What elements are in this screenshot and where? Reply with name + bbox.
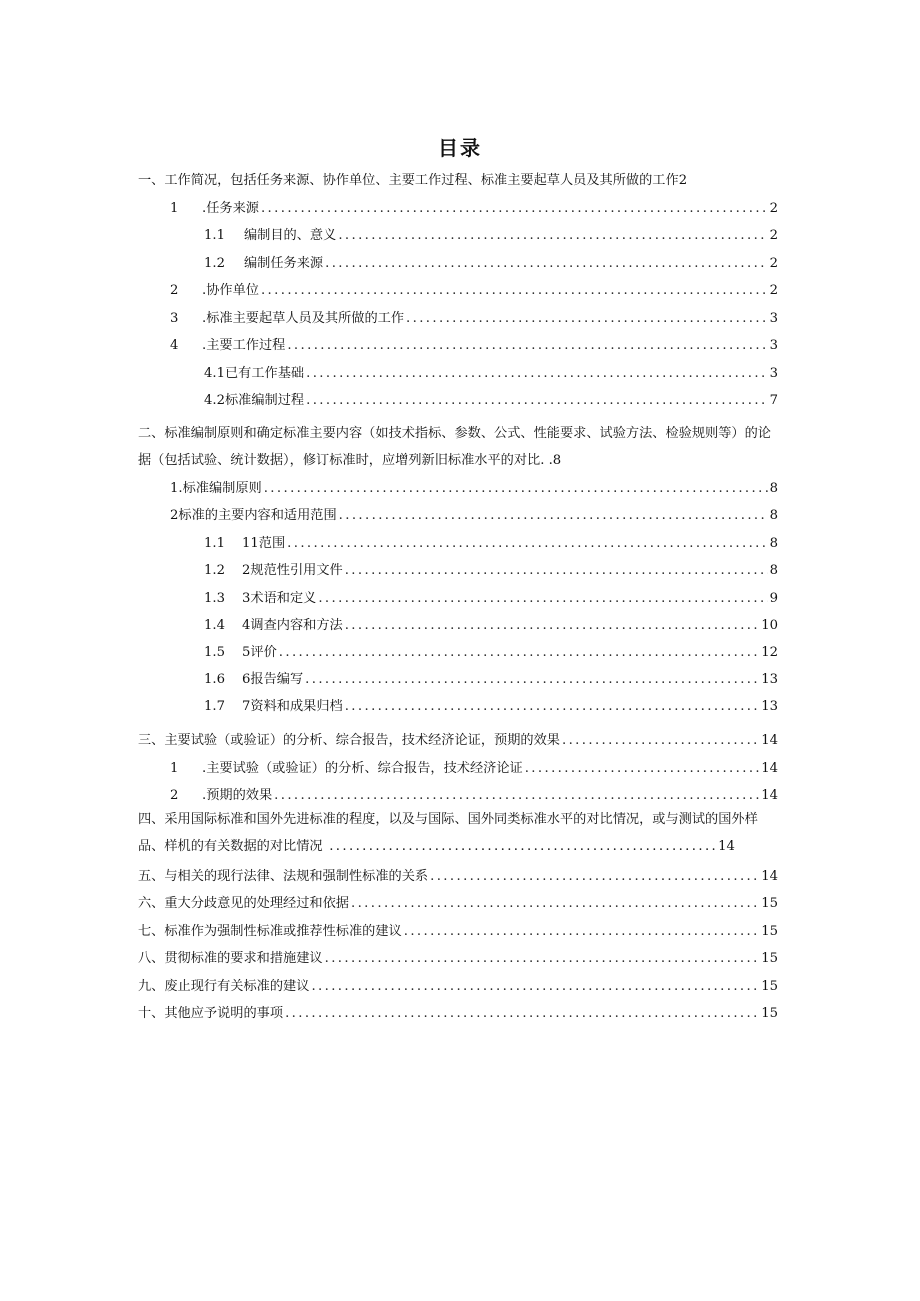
toc-entry-page: 15 [761,924,778,939]
toc-entry-7[interactable] [138,922,778,942]
toc-entry-text: 7资料和成果归档 [242,699,343,714]
toc-entry-text: .主要试验（或验证）的分析、综合报告，技术经济论证 [202,761,523,776]
toc-entry-text: 2规范性引用文件 [242,563,343,578]
toc-leader-dots [261,199,768,219]
toc-entry-page: 15 [761,896,778,911]
toc-entry-number: 1.2 [204,256,225,271]
toc-leader-dots [279,643,759,663]
toc-entry-text: 三、主要试验（或验证）的分析、综合报告，技术经济论证，预期的效果 [138,733,560,748]
toc-entry-3[interactable] [138,731,778,751]
toc-entry-text: 二、标准编制原则和确定标准主要内容（如技术指标、参数、公式、性能要求、试验方法、检验规则等）的论据（包括试验、统计数据），修订标准时，应增列新旧标准水平的对比. . [138,426,771,468]
toc-entry-text: 八、贯彻标准的要求和措施建议 [138,951,323,966]
toc-entry-text: 四、采用国际标准和国外先进标准的程度，以及与国际、国外同类标准水平的对比情况，或与测试的国外样品、样机的有关数据的对比情况 [138,812,758,854]
toc-entry-page: 15 [761,1006,778,1021]
toc-entry-page: 14 [761,788,778,803]
toc-entry-number: 4 [170,338,179,353]
toc-entry-page: 2 [769,283,778,298]
toc-entry-page: 2 [769,228,778,243]
toc-leader-dots [325,949,760,969]
toc-entry-number: 2 [170,788,179,803]
toc-entry-1[interactable] [138,171,778,191]
toc-entry-page: 2 [769,256,778,271]
toc-entry-text: 五、与相关的现行法律、法规和强制性标准的关系 [138,869,429,884]
toc-entry-page: 8 [769,563,778,578]
toc-leader-dots [305,670,759,690]
toc-entry-number: 1 [170,761,179,776]
toc-entry-5[interactable] [138,867,778,887]
toc-entry-number: 2 [170,283,179,298]
toc-entry-2-2-6[interactable] [138,670,778,690]
toc-entry-text: 九、废止现行有关标准的建议 [138,979,310,994]
toc-entry-1-4[interactable] [138,336,778,356]
toc-entry-3-1[interactable] [138,759,778,779]
toc-leader-dots [562,731,759,751]
toc-leader-dots [351,894,759,914]
toc-entry-2-1[interactable] [138,479,778,499]
toc-entry-page: 15 [761,951,778,966]
toc-entry-text: 4.2标准编制过程 [204,393,305,408]
toc-leader-dots [287,534,767,554]
toc-entry-1-4-1[interactable] [138,364,778,384]
toc-entry-text: .主要工作过程 [202,338,286,353]
toc-entry-3-2[interactable] [138,786,778,806]
toc-entry-page: 10 [761,618,778,633]
toc-entry-6[interactable] [138,894,778,914]
toc-entry-text: 3术语和定义 [242,591,317,606]
toc-entry-text: .任务来源 [202,201,259,216]
toc-entry-text: 七、标准作为强制性标准或推荐性标准的建议 [138,924,402,939]
toc-entry-text: 1.标准编制原则 [170,481,262,496]
toc-leader-dots [406,309,768,329]
toc-entry-1-1[interactable] [138,199,778,219]
toc-leader-dots: ........................................................... [322,839,719,854]
toc-leader-dots [345,697,760,717]
toc-entry-number: 3 [170,311,179,326]
toc-entry-page: 12 [761,645,778,660]
toc-entry-page: 2 [678,173,688,188]
toc-leader-dots [325,254,767,274]
toc-entry-page: 14 [761,761,778,776]
toc-leader-dots [339,506,768,526]
toc-entry-text: 六、重大分歧意见的处理经过和依据 [138,896,349,911]
toc-leader-dots [404,922,759,942]
toc-entry-number: 1.6 [204,672,225,687]
toc-entry-page: 8 [769,508,778,523]
toc-entry-1-1-1[interactable] [138,226,778,246]
toc-entry-page: 14 [718,839,735,854]
toc-entry-2-2-2[interactable] [138,561,778,581]
toc-entry-number: 1.3 [204,591,225,606]
toc-entry-text: 6报告编写 [242,672,304,687]
toc-leader-dots [345,616,760,636]
toc-entry-9[interactable] [138,977,778,997]
toc-entry-2-2[interactable] [138,506,778,526]
toc-entry-page: 7 [769,393,778,408]
toc-entry-2-2-7[interactable] [138,697,778,717]
toc-leader-dots [318,589,767,609]
toc-entry-page: 15 [761,979,778,994]
toc-entry-number: 1 [170,201,179,216]
toc-entry-number: 1.4 [204,618,225,633]
toc-entry-8[interactable] [138,949,778,969]
toc-leader-dots [274,786,759,806]
toc-entry-1-2[interactable] [138,281,778,301]
toc-leader-dots [338,226,767,246]
toc-entry-text: 十、其他应予说明的事项 [138,1006,284,1021]
toc-entry-page: 3 [769,366,778,381]
toc-entry-text: .标准主要起草人员及其所做的工作 [202,311,405,326]
toc-entry-number: 1.7 [204,699,225,714]
toc-entry-number: 1.5 [204,645,225,660]
toc-entry-page: 8 [552,453,562,468]
toc-entry-text: .预期的效果 [202,788,273,803]
toc-entry-page: 2 [769,201,778,216]
toc-entry-text: 2标准的主要内容和适用范围 [170,508,337,523]
toc-entry-page: 8 [769,536,778,551]
page-title: 目录 [438,136,482,160]
toc-entry-10[interactable] [138,1004,778,1024]
toc-leader-dots [264,479,768,499]
toc-entry-2-2-5[interactable] [138,643,778,663]
toc-entry-1-3[interactable] [138,309,778,329]
toc-entry-page: 9 [769,591,778,606]
toc-entry-text: 编制目的、意义 [244,228,337,243]
toc-leader-dots [345,561,768,581]
toc-leader-dots [311,977,759,997]
toc-entry-1-1-2[interactable] [138,254,778,274]
toc-entry-text: 编制任务来源 [244,256,324,271]
toc-entry-2-2-1[interactable] [138,534,778,554]
toc-entry-page: 14 [761,733,778,748]
toc-entry-4[interactable] [138,806,778,860]
toc-entry-text: 11范围 [242,536,286,551]
toc-entry-2-2-4[interactable] [138,616,778,636]
toc-entry-2[interactable] [138,420,778,474]
toc-entry-page: 13 [761,699,778,714]
toc-entry-page: 8 [769,481,778,496]
toc-entry-page: 3 [769,338,778,353]
toc-entry-page: 13 [761,672,778,687]
toc-entry-page: 3 [769,311,778,326]
toc-leader-dots [430,867,759,887]
toc-entry-text: 5评价 [242,645,277,660]
toc-entry-text: .协作单位 [202,283,259,298]
toc-entry-number: 1.1 [204,536,225,551]
toc-entry-number: 1.1 [204,228,225,243]
toc-leader-dots [261,281,768,301]
toc-entry-text: 4.1已有工作基础 [204,366,305,381]
toc-entry-2-2-3[interactable] [138,589,778,609]
toc-leader-dots [287,336,767,356]
toc-entry-number: 1.2 [204,563,225,578]
toc-leader-dots [306,364,768,384]
toc-leader-dots [525,759,760,779]
toc-entry-page: 14 [761,869,778,884]
toc-entry-text: 一、工作简况，包括任务来源、协作单位、主要工作过程、标准主要起草人员及其所做的工作 [138,173,679,188]
toc-entry-text: 4调查内容和方法 [242,618,343,633]
toc-entry-1-4-2[interactable] [138,391,778,411]
toc-leader-dots [306,391,768,411]
toc-leader-dots [285,1004,759,1024]
